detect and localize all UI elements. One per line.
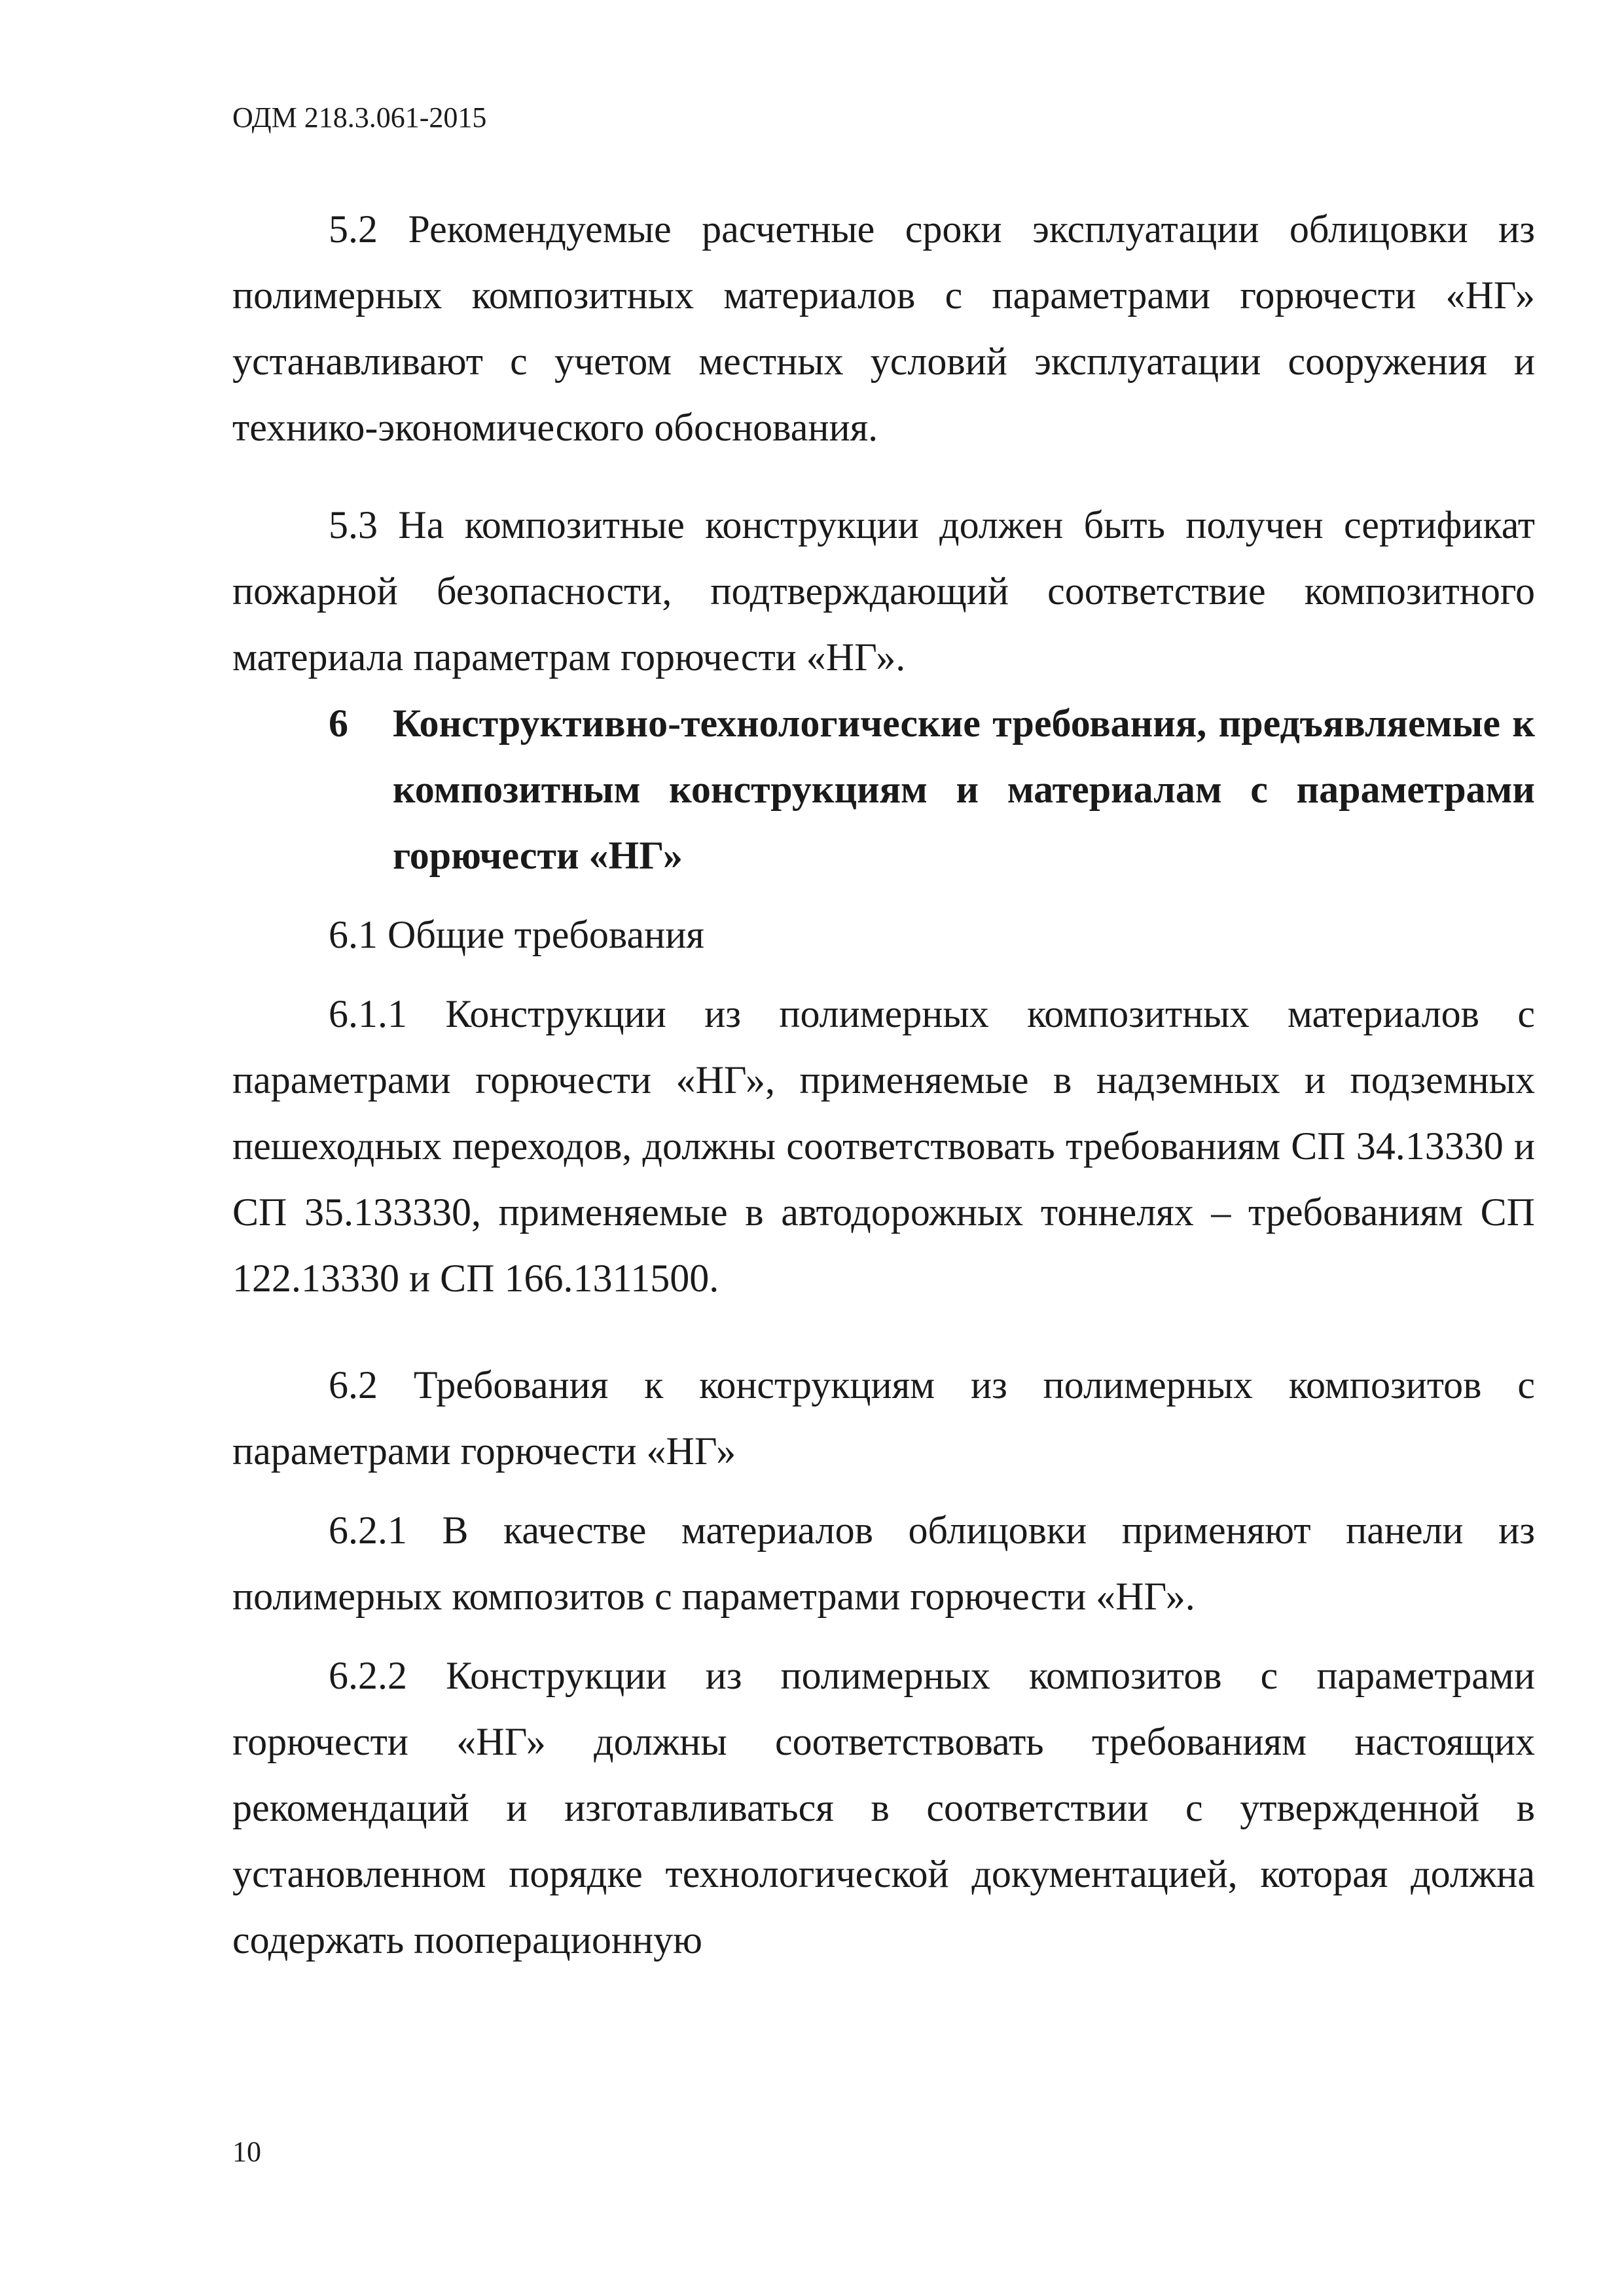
paragraph-6-1-1: 6.1.1 Конструкции из полимерных композитных материалов с параметрами горючести «НГ», применяемые в надземных и подземных пешеходных переходов, должны соответствовать требованиям СП 34.13330 и СП 35.133330, применяемые в автодорожных тоннелях – требованиям СП 122.13330 и СП 166.1311500. xyxy=(232,992,1535,1300)
document-code-header: ОДМ 218.3.061-2015 xyxy=(232,101,487,134)
paragraph-6-2-1: 6.2.1 В качестве материалов облицовки применяют панели из полимерных композитов с параметрами горючести «НГ». xyxy=(232,1509,1535,1618)
paragraph-6-2: 6.2 Требования к конструкциям из полимерных композитов с параметрами горючести «НГ» xyxy=(232,1363,1535,1473)
paragraph-5-2: 5.2 Рекомендуемые расчетные сроки эксплуатации облицовки из полимерных композитных материалов с параметрами горючести «НГ» устанавливают с учетом местных условий эксплуатации сооружения и технико-экономического обоснования. xyxy=(232,207,1535,449)
section-6-heading xyxy=(232,691,1535,889)
section-6-number: 6 xyxy=(329,702,348,745)
paragraph-6-1: 6.1 Общие требования xyxy=(329,913,704,956)
document-body xyxy=(232,196,1535,1973)
page-number: 10 xyxy=(232,2136,261,2168)
paragraph-5-3: 5.3 На композитные конструкции должен быть получен сертификат пожарной безопасности, подтверждающий соответствие композитного материала параметрам горючести «НГ». xyxy=(232,503,1535,679)
paragraph-6-2-2: 6.2.2 Конструкции из полимерных композитов с параметрами горючести «НГ» должны соответствовать требованиям настоящих рекомендаций и изготавливаться в соответствии с утвержденной в установленном порядке технологической документацией, которая должна содержать пооперационную xyxy=(232,1654,1535,1962)
section-6-title: Конструктивно-технологические требования, предъявляемые к композитным конструкциям и материалам с параметрами горючести «НГ» xyxy=(393,702,1535,877)
